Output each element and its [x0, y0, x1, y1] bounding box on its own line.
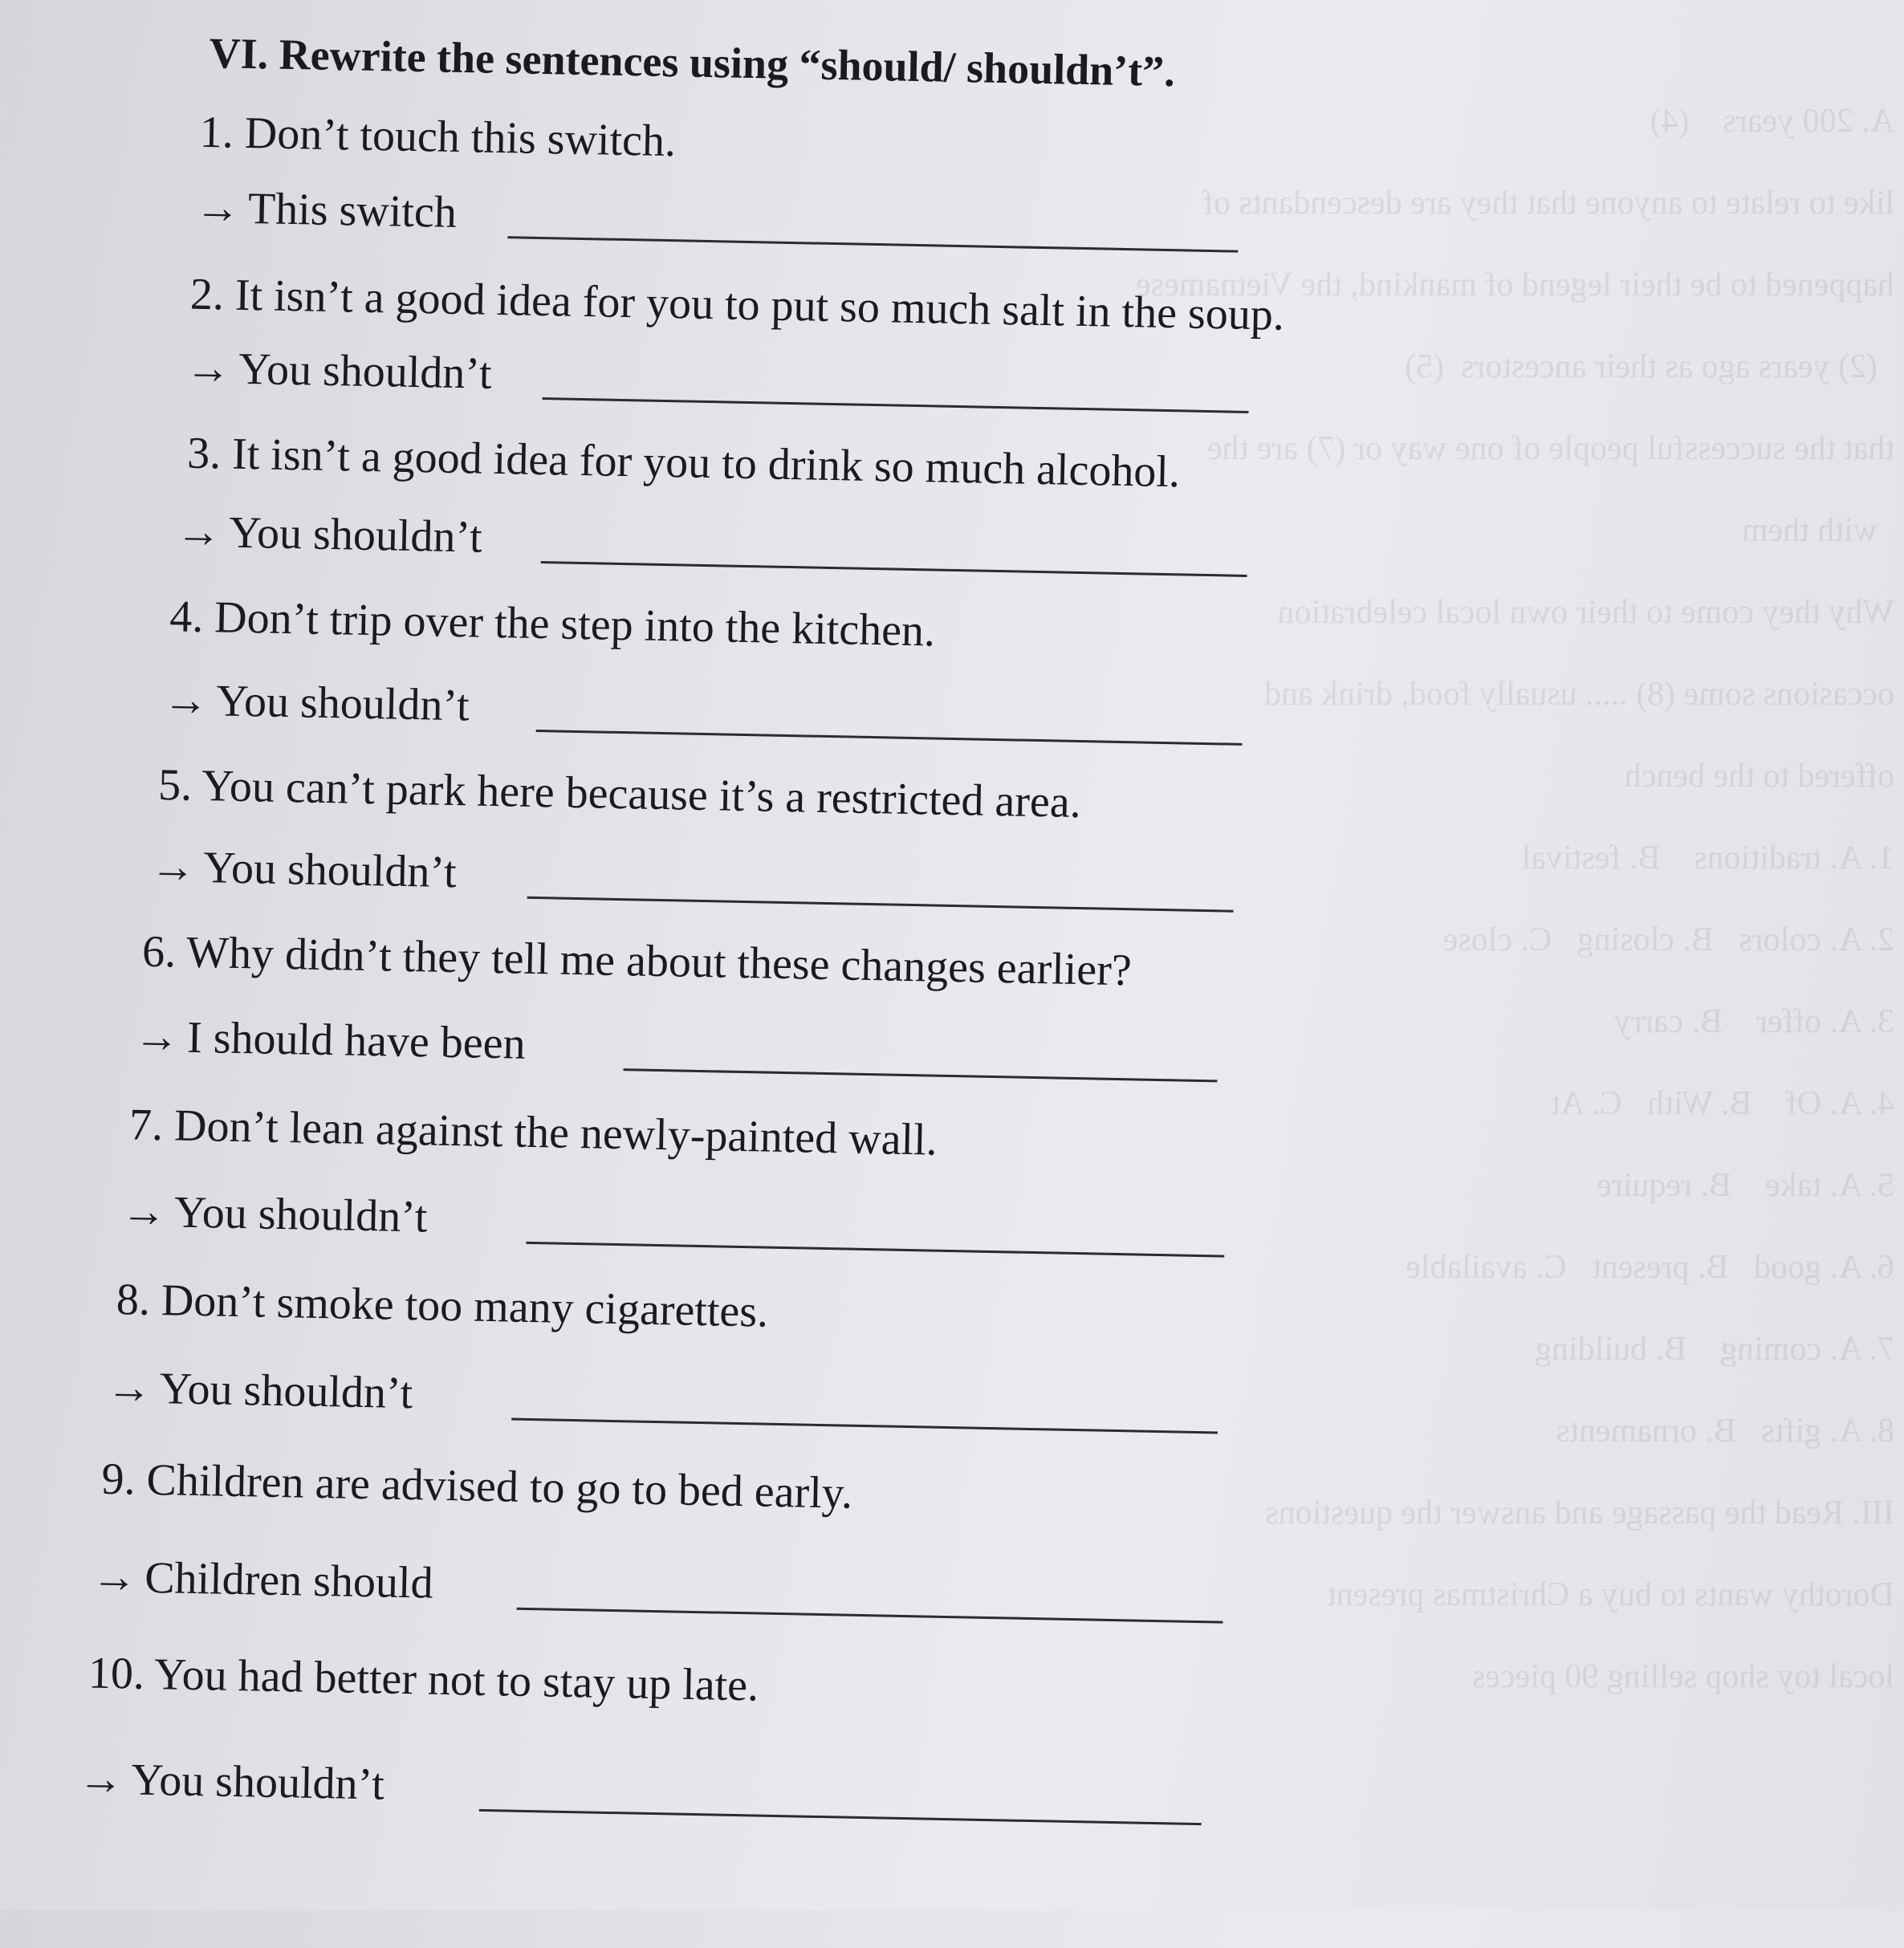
arrow-icon: →: [194, 182, 241, 234]
arrow-icon: →: [106, 1362, 153, 1413]
answer-row-6: [133, 1011, 1900, 1108]
answer-row-4: [162, 674, 1904, 772]
arrow-icon: →: [133, 1011, 180, 1063]
answer-row-9: [91, 1551, 1857, 1649]
question-9: 9. Children are advised to go to bed early.: [101, 1454, 853, 1519]
answer-stem-4: → You shouldn’t: [162, 675, 470, 731]
answer-stem-5: → You shouldn’t: [149, 841, 458, 898]
arrow-icon: →: [185, 343, 231, 394]
answer-row-7: [120, 1185, 1887, 1283]
answer-stem-10: → You shouldn’t: [77, 1754, 385, 1810]
arrow-icon: →: [91, 1551, 137, 1603]
answer-blank-2[interactable]: [543, 397, 1249, 413]
answer-blank-5[interactable]: [527, 897, 1234, 913]
arrow-icon: →: [77, 1754, 124, 1805]
answer-stem-1: → This switch: [194, 182, 458, 238]
question-5: 5. You can’t park here because it’s a restricted area.: [157, 759, 1082, 828]
answer-stem-9: → Children should: [91, 1551, 434, 1608]
answer-stem-8: → You shouldn’t: [106, 1362, 413, 1419]
answer-blank-4[interactable]: [536, 730, 1243, 746]
answer-stem-2: → You shouldn’t: [185, 343, 493, 399]
answer-blank-1[interactable]: [507, 236, 1238, 252]
answer-row-10: [78, 1753, 1845, 1851]
answer-blank-8[interactable]: [511, 1418, 1218, 1434]
question-7: 7. Don’t lean against the newly-painted wall.: [128, 1100, 938, 1165]
answer-blank-7[interactable]: [526, 1242, 1224, 1258]
answer-row-3: [175, 506, 1904, 604]
answer-blank-9[interactable]: [517, 1608, 1223, 1624]
question-4: 4. Don’t trip over the step into the kitchen.: [169, 592, 936, 657]
reverse-side-bleed-through: A. 200 years (4) like to relate to anyone that they are descendants of happened to be their legend of mankind, the Vietnamese (2) years ago as their ancestors (5) that the successful people of one way or (7) are the with them Why they come to their own local celebration occasions some (8) ..... usually food, drink and offered to the bench 1. A. traditions B. festival 2. A. colors B. closing C. close 3. A. offer B. carry 4. A. Of B. With C. At 5. A. take B. require 6. A. good B. present C. available 7. A. coming B. building 8. A. gifts B. ornaments III. Read the passage and answer the questions Dorothy wants to buy a Christmas present local toy shop selling 90 pieces: [1136, 103, 1894, 1695]
question-2: 2. It isn’t a good idea for you to put so much salt in the soup.: [189, 269, 1285, 340]
arrow-icon: →: [175, 506, 222, 558]
exercise-heading: VI. Rewrite the sentences using “should/ shouldn’t”.: [209, 29, 1176, 96]
question-1: 1. Don’t touch this switch.: [199, 107, 677, 167]
answer-blank-3[interactable]: [541, 561, 1247, 577]
question-10: 10. You had better not to stay up late.: [87, 1648, 759, 1711]
arrow-icon: →: [149, 841, 196, 893]
answer-stem-3: → You shouldn’t: [175, 506, 483, 563]
answer-row-2: [185, 343, 1904, 441]
answer-stem-6: → I should have been: [133, 1011, 527, 1069]
arrow-icon: →: [120, 1186, 167, 1238]
question-6: 6. Why didn’t they tell me about these changes earlier?: [141, 926, 1133, 996]
arrow-icon: →: [162, 675, 209, 726]
answer-row-1: [194, 182, 1904, 280]
answer-blank-6[interactable]: [624, 1068, 1218, 1082]
question-3: 3. It isn’t a good idea for you to drink so much alcohol.: [186, 428, 1181, 498]
answer-row-5: [149, 841, 1904, 939]
answer-stem-7: → You shouldn’t: [120, 1186, 428, 1242]
answer-row-8: [106, 1362, 1873, 1460]
question-8: 8. Don’t smoke too many cigarettes.: [116, 1275, 769, 1337]
answer-blank-10[interactable]: [479, 1809, 1202, 1825]
